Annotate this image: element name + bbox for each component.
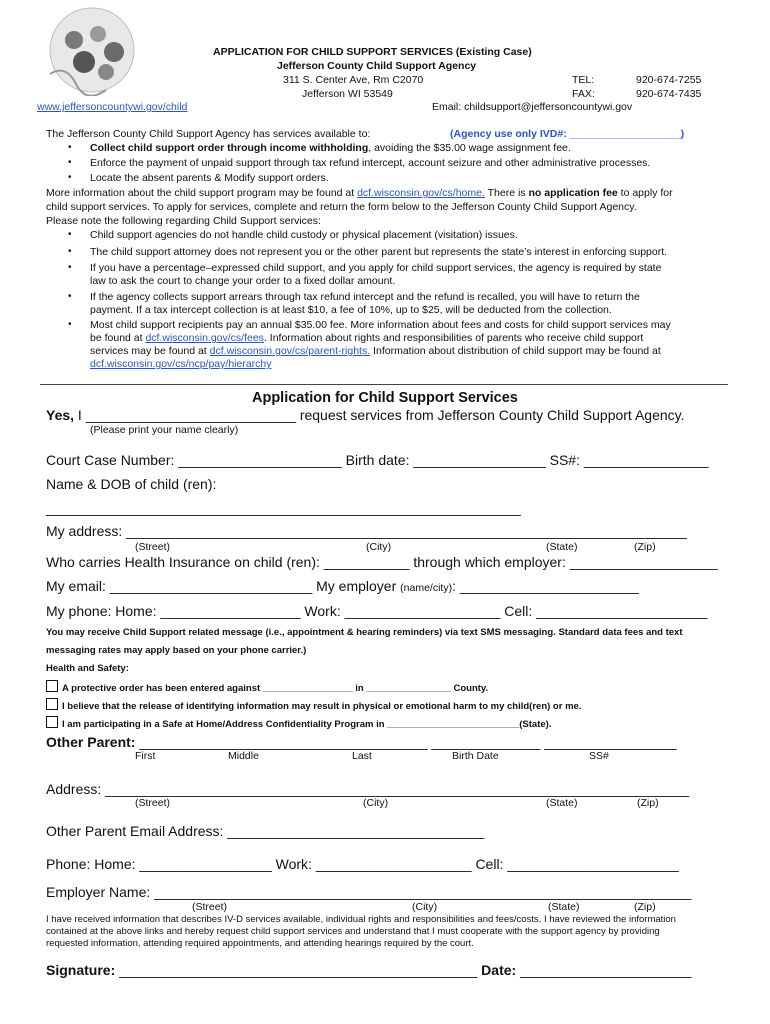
agency-address-1: 311 S. Center Ave, Rm C2070 <box>283 74 424 86</box>
bullet: • <box>68 319 72 330</box>
tel-label: TEL: <box>572 74 595 86</box>
dcf-fees-link[interactable]: dcf.wisconsin.gov/cs/fees <box>145 332 264 344</box>
note-item-cont: payment. If a tax intercept collection is at least $10, a fee of 10%, up to $25, will be deducted from the collection. <box>90 304 612 316</box>
agency-use-ivd: (Agency use only IVD#: ___________________) <box>450 128 685 140</box>
op-zip-hint: (Zip) <box>637 797 659 809</box>
op-employer-field[interactable]: Employer Name: _____________________________________________________________________ <box>46 884 692 900</box>
child-dob-label: Name & DOB of child (ren): <box>46 476 217 492</box>
note-item: If the agency collects support arrears through tax refund intercept and the refund is recalled, you will have to return the <box>90 291 640 303</box>
addr-zip-hint: (Zip) <box>634 541 656 553</box>
print-name-hint: (Please print your name clearly) <box>90 424 239 436</box>
agency-name: Jefferson County Child Support Agency <box>277 60 477 72</box>
bullet: • <box>68 229 72 240</box>
op-email-field[interactable]: Other Parent Email Address: _________________________________ <box>46 823 485 839</box>
service-item: Enforce the payment of unpaid support through tax refund intercept, account seizure and other administrative processes. <box>90 157 651 169</box>
safe-at-home-checkbox[interactable]: I am participating in a Safe at Home/Address Confidentiality Program in _________________________(State). <box>46 716 551 730</box>
note-item-cont: services may be found at dcf.wisconsin.gov/cs/parent-rights. Information about distribution of child support may be found at <box>90 345 661 357</box>
identifying-info-checkbox[interactable]: I believe that the release of identifying information may result in physical or emotional harm to my child(ren) or me. <box>46 698 581 712</box>
my-phone-field[interactable]: My phone: Home: __________________ Work: ____________________ Cell: ______________________ <box>46 603 708 619</box>
website-link[interactable]: www.jeffersoncountywi.gov/child <box>37 101 188 113</box>
more-info-2: child support services. To apply for services, complete and return the form below to the Jefferson County Child Support Agency. <box>46 201 637 213</box>
health-safety-heading: Health and Safety: <box>46 663 129 674</box>
acknowledgement-cont: requested information, attending required appointments, and attending hearings required by the court. <box>46 938 474 949</box>
checkbox-icon[interactable] <box>46 698 58 710</box>
emp-street-hint: (Street) <box>192 901 228 913</box>
acknowledgement-cont: contained at the above links and hereby request child support services and understand that I must cooperate with the support agency by providing <box>46 926 660 937</box>
other-parent-field[interactable]: Other Parent: _____________________________________ ______________ _________________ <box>46 734 677 750</box>
note-item: The child support attorney does not represent you or the other parent but represents the state’s interest in enforcing support. <box>90 246 668 258</box>
services-intro: The Jefferson County Child Support Agency has services available to: <box>46 128 371 140</box>
dcf-home-link[interactable]: dcf.wisconsin.gov/cs/home. <box>357 187 485 199</box>
addr-street-hint: (Street) <box>135 541 171 553</box>
addr-state-hint: (State) <box>546 541 578 553</box>
note-item-cont: law to ask the court to change your order to a fixed dollar amount. <box>90 275 396 287</box>
note-item: Child support agencies do not handle child custody or physical placement (visitation) issues. <box>90 229 518 241</box>
sms-notice: You may receive Child Support related message (i.e., appointment & hearing reminders) via text SMS messaging. Standard data fees and text <box>46 627 683 638</box>
note-item-cont: be found at dcf.wisconsin.gov/cs/fees. Information about rights and responsibilities of parents who receive child support <box>90 332 644 344</box>
agency-email: Email: childsupport@jeffersoncountywi.gov <box>432 101 633 113</box>
emp-zip-hint: (Zip) <box>634 901 656 913</box>
emp-city-hint: (City) <box>412 901 438 913</box>
bullet: • <box>68 291 72 302</box>
op-phone-field[interactable]: Phone: Home: _________________ Work: ____________________ Cell: ______________________ <box>46 856 679 872</box>
my-address-field[interactable]: My address: ________________________________________________________________________ <box>46 523 687 539</box>
bullet: • <box>68 172 72 183</box>
dcf-parent-rights-link[interactable]: dcf.wisconsin.gov/cs/parent-rights. <box>209 345 371 357</box>
tel-value: 920-674-7255 <box>636 74 702 86</box>
bullet: • <box>68 262 72 273</box>
op-last-hint: Last <box>352 750 372 762</box>
note-heading: Please note the following regarding Child Support services: <box>46 215 321 227</box>
dcf-hierarchy-link[interactable]: dcf.wisconsin.gov/cs/ncp/pay/hierarchy <box>90 358 272 370</box>
op-first-hint: First <box>135 750 156 762</box>
note-item: If you have a percentage–expressed child support, and you apply for child support services, the agency is required by state <box>90 262 662 274</box>
more-info: More information about the child support program may be found at dcf.wisconsin.gov/cs/home. There is no application fee to apply for <box>46 187 673 199</box>
addr-city-hint: (City) <box>366 541 392 553</box>
note-item: Most child support recipients pay an annual $35.00 fee. More information about fees and costs for child support services may <box>90 319 671 331</box>
service-item: Locate the absent parents & Modify support orders. <box>90 172 329 184</box>
form-title: Application for Child Support Services <box>252 390 518 406</box>
bullet: • <box>68 157 72 168</box>
health-insurance-field[interactable]: Who carries Health Insurance on child (ren): ___________ through which employer: ___________________ <box>46 554 718 570</box>
op-state-hint: (State) <box>546 797 578 809</box>
checkbox-icon[interactable] <box>46 716 58 728</box>
op-ss-hint: SS# <box>589 750 609 762</box>
my-email-field[interactable]: My email: __________________________ My employer (name/city): _______________________ <box>46 578 639 594</box>
agency-address-2: Jefferson WI 53549 <box>302 88 393 100</box>
agency-logo <box>36 4 148 96</box>
protective-order-checkbox[interactable]: A protective order has been entered against _________________ in ________________ County. <box>46 680 488 694</box>
sms-notice-cont: messaging rates may apply based on your phone carrier.) <box>46 645 307 656</box>
divider <box>40 384 728 385</box>
op-middle-hint: Middle <box>228 750 259 762</box>
acknowledgement: I have received information that describes IV-D services available, individual rights and responsibilities and fees/costs. I have reviewed the information <box>46 914 676 925</box>
emp-state-hint: (State) <box>548 901 580 913</box>
fax-label: FAX: <box>572 88 595 100</box>
op-city-hint: (City) <box>363 797 389 809</box>
court-case-field[interactable]: Court Case Number: _____________________ Birth date: _________________ SS#: ________________ <box>46 452 709 468</box>
child-dob-field[interactable]: _____________________________________________________________ <box>46 500 521 516</box>
service-item: Collect child support order through income withholding, avoiding the $35.00 wage assignment fee. <box>90 142 571 154</box>
page-title: APPLICATION FOR CHILD SUPPORT SERVICES (Existing Case) <box>213 46 532 58</box>
fax-value: 920-674-7435 <box>636 88 702 100</box>
bullet: • <box>68 246 72 257</box>
yes-request-field[interactable]: Yes, I ___________________________ request services from Jefferson County Child Support Agency. <box>46 407 685 423</box>
op-street-hint: (Street) <box>135 797 171 809</box>
op-address-field[interactable]: Address: ___________________________________________________________________________ <box>46 781 690 797</box>
bullet: • <box>68 142 72 153</box>
signature-field[interactable]: Signature: ______________________________________________ Date: ______________________ <box>46 962 692 978</box>
checkbox-icon[interactable] <box>46 680 58 692</box>
op-birth-hint: Birth Date <box>452 750 499 762</box>
